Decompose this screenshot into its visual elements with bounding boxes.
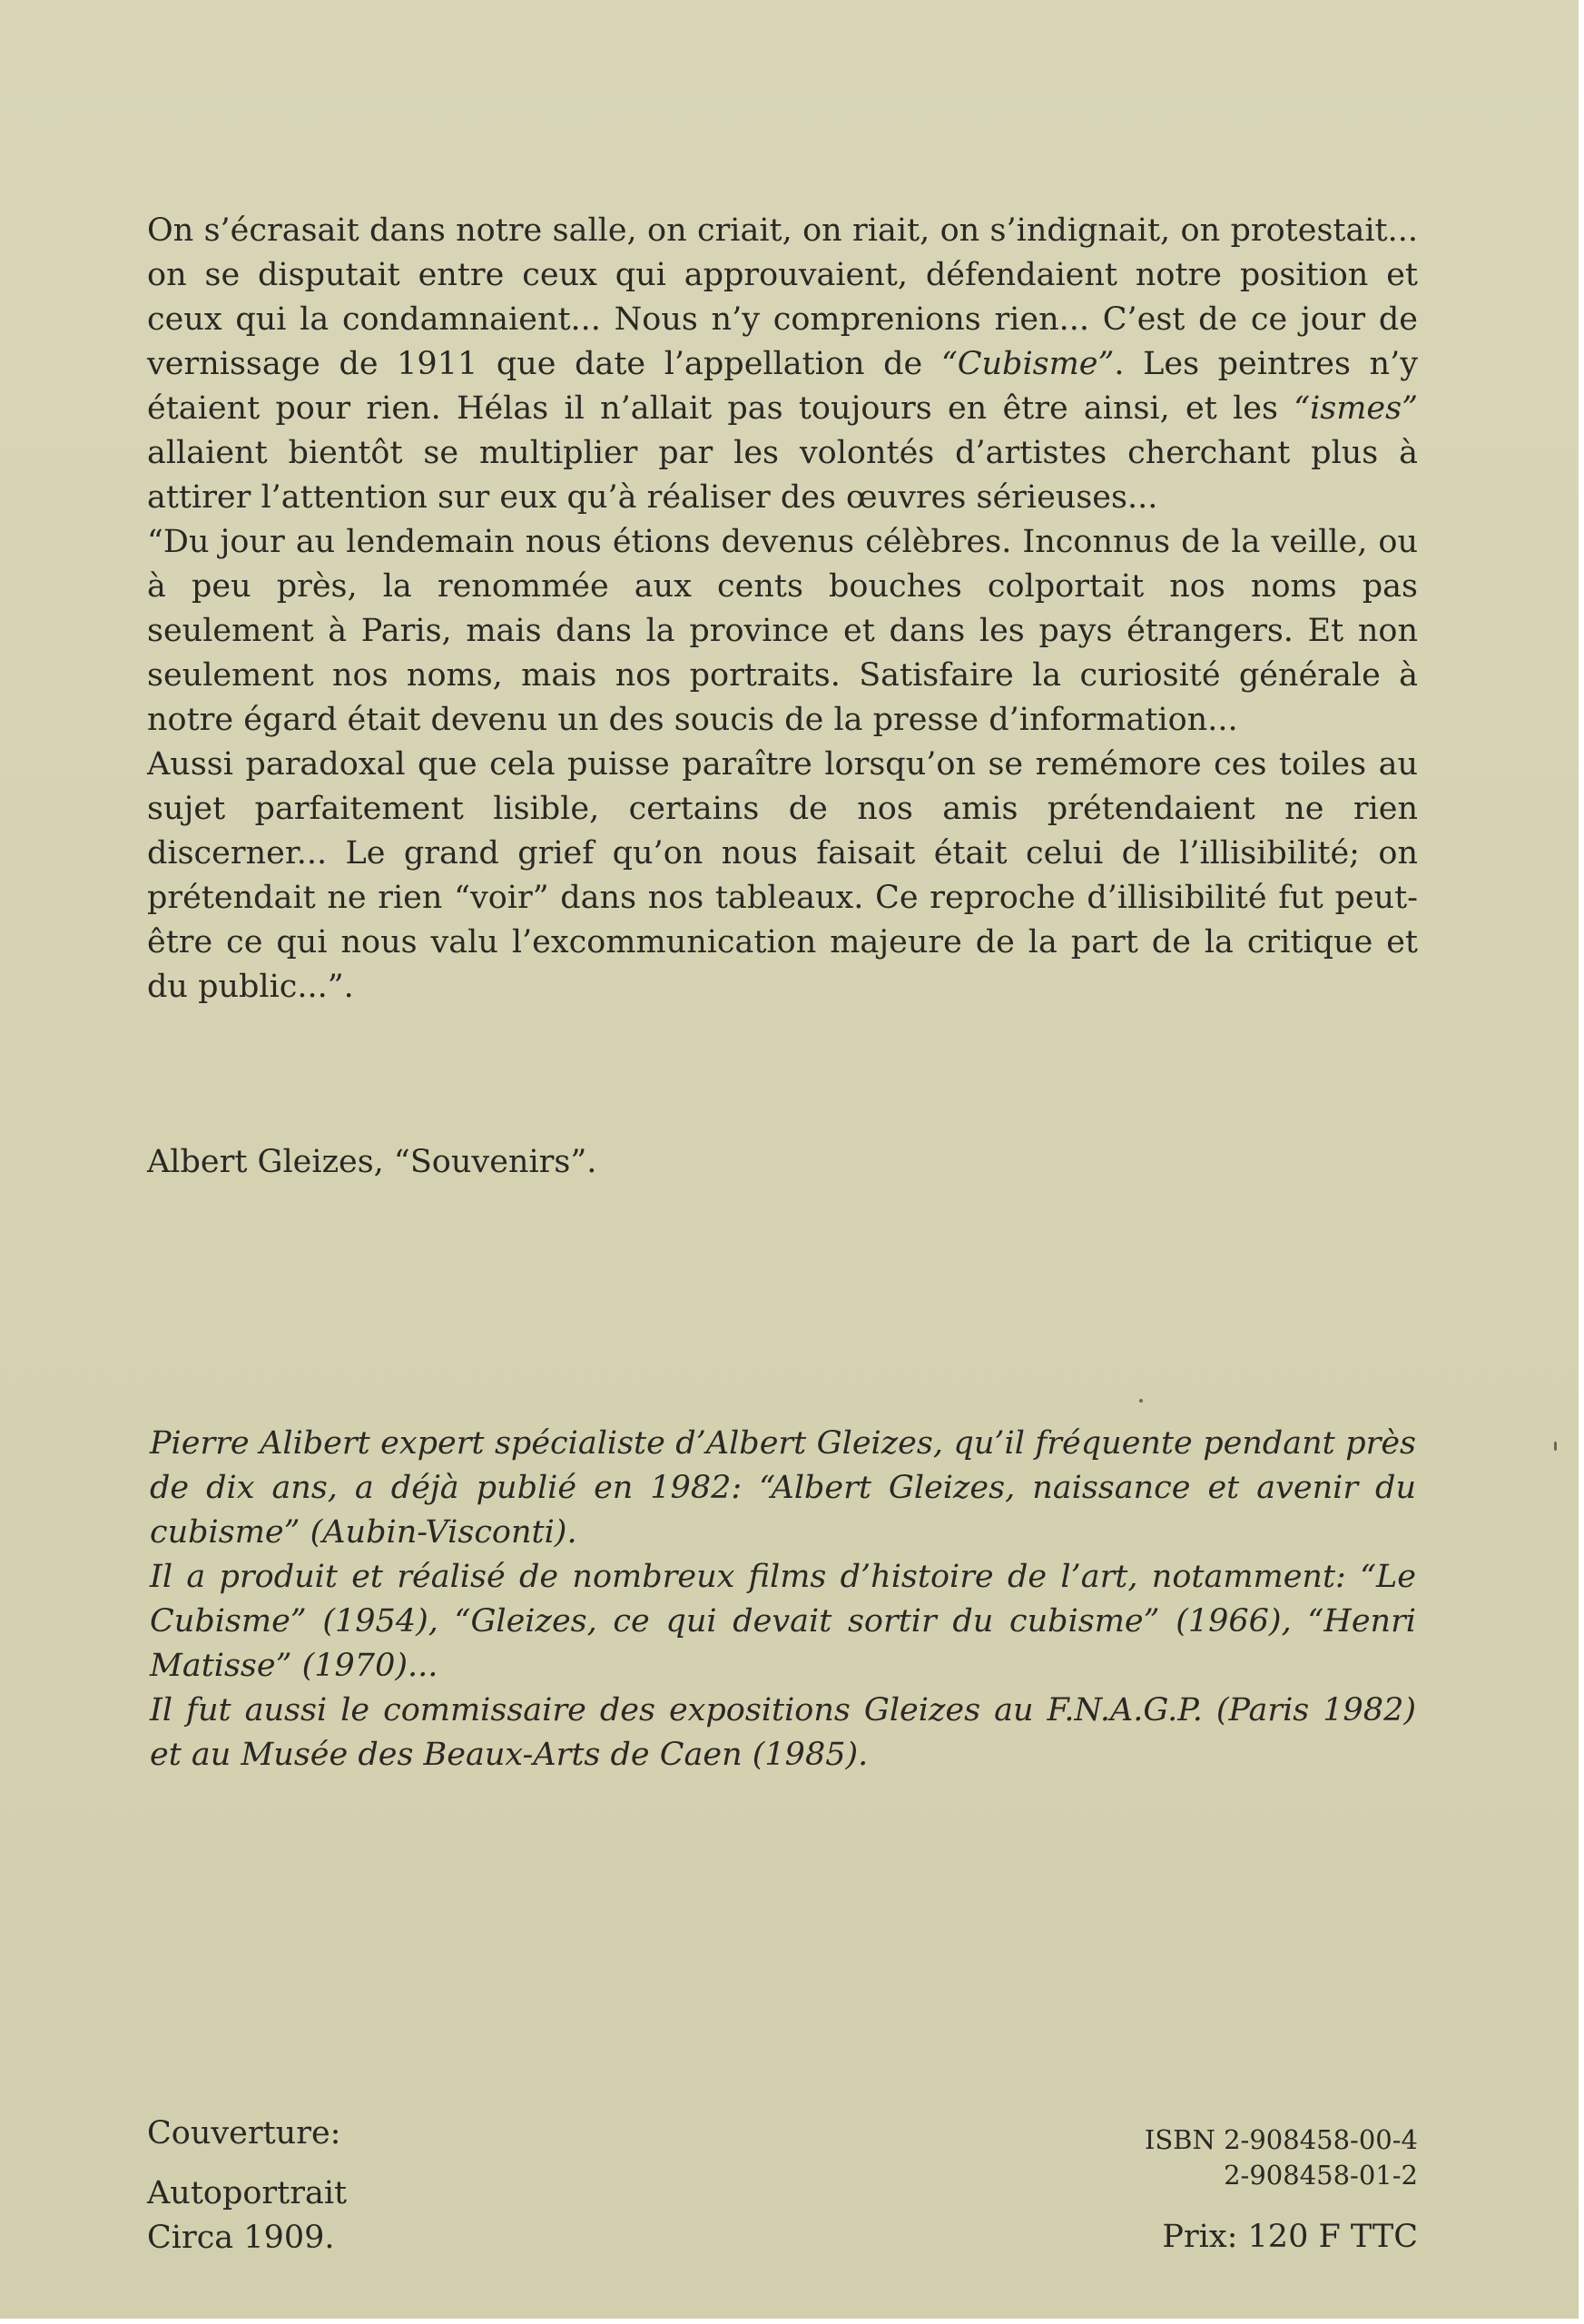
quote-paragraph-3: Aussi paradoxal que cela puisse paraître lorsqu’on se remémore ces toiles au sujet parfaitement lisible, certains de nos amis prétendaient ne rien discerner... Le grand grief qu’on nous faisait était celui de l’illisibilité; on prétendait ne rien “voir” dans nos tableaux. Ce reproche d’illisibilité fut peut-être ce qui nous valu l’excommunication majeure de la part de la critique et du public...”. [147,746,1418,1005]
quote-cubisme-term: “Cubisme” [940,346,1115,382]
isbn-line-2: 2-908458-01-2 [1224,2160,1418,2191]
isbn-line-1: ISBN 2-908458-00-4 [1144,2124,1418,2155]
quote-text-3: allaient bientôt se multiplier par les volontés d’artistes cherchant plus à attirer l’attention sur eux qu’à réaliser des œuvres sérieuses... [147,435,1418,516]
gleizes-quote [147,209,1418,1009]
paper-speck [1554,1442,1557,1451]
price-label: Prix: 120 F TTC [1162,2219,1418,2255]
quote-ismes-term: “ismes” [1294,390,1418,427]
quote-text-1: On s’écrasait dans notre salle, on criait, on riait, on s’indignait, on protestait... on se disputait entre ceux qui approuvaient, défendaient notre position et ceux qui la condamnaient... Nous n’y comprenions rien... C’est de ce jour de vernissage de 1911 que date l’appellation de [147,212,1418,382]
bio-paragraph-1: Pierre Alibert expert spécialiste d’Albert Gleizes, qu’il fréquente pendant près de dix ans, a déjà publié en 1982: “Albert Gleizes, naissance et avenir du cubisme” (Aubin-Visconti). [150,1425,1416,1551]
scan-edge-right [1579,0,1584,2324]
cover-artwork-title: Autoportrait [147,2175,348,2211]
paper-speck [1139,1399,1143,1403]
cover-artwork-date: Circa 1909. [147,2220,335,2256]
author-biography [150,1422,1416,1777]
quote-paragraph-1 [147,209,1418,520]
quote-attribution: Albert Gleizes, “Souvenirs”. [147,1144,597,1180]
cover-credit-details [147,2171,692,2260]
quote-paragraph-2: “Du jour au lendemain nous étions devenus célèbres. Inconnus de la veille, ou à peu près, la renommée aux cents bouches colportait nos noms pas seulement à Paris, mais dans la province et dans les pays étrangers. Et non seulement nos noms, mais nos portraits. Satisfaire la curiosité générale à notre égard était devenu un des soucis de la presse d’information... [147,524,1418,738]
bio-paragraph-2: Il a produit et réalisé de nombreux films d’histoire de l’art, notamment: “Le Cubisme” (1954), “Gleizes, ce qui devait sortir du cubisme” (1966), “Henri Matisse” (1970)... [150,1559,1416,1684]
cover-credit-label: Couverture: [147,2115,341,2152]
isbn-block [692,2122,1418,2193]
quote-text-2: . Les peintres n’y étaient pour rien. Hélas il n’allait pas toujours en être ainsi, et les [147,346,1418,427]
scan-edge-bottom [0,2319,1584,2324]
bio-paragraph-3: Il fut aussi le commissaire des expositions Gleizes au F.N.A.G.P. (Paris 1982) et au Musée des Beaux-Arts de Caen (1985). [150,1692,1416,1773]
